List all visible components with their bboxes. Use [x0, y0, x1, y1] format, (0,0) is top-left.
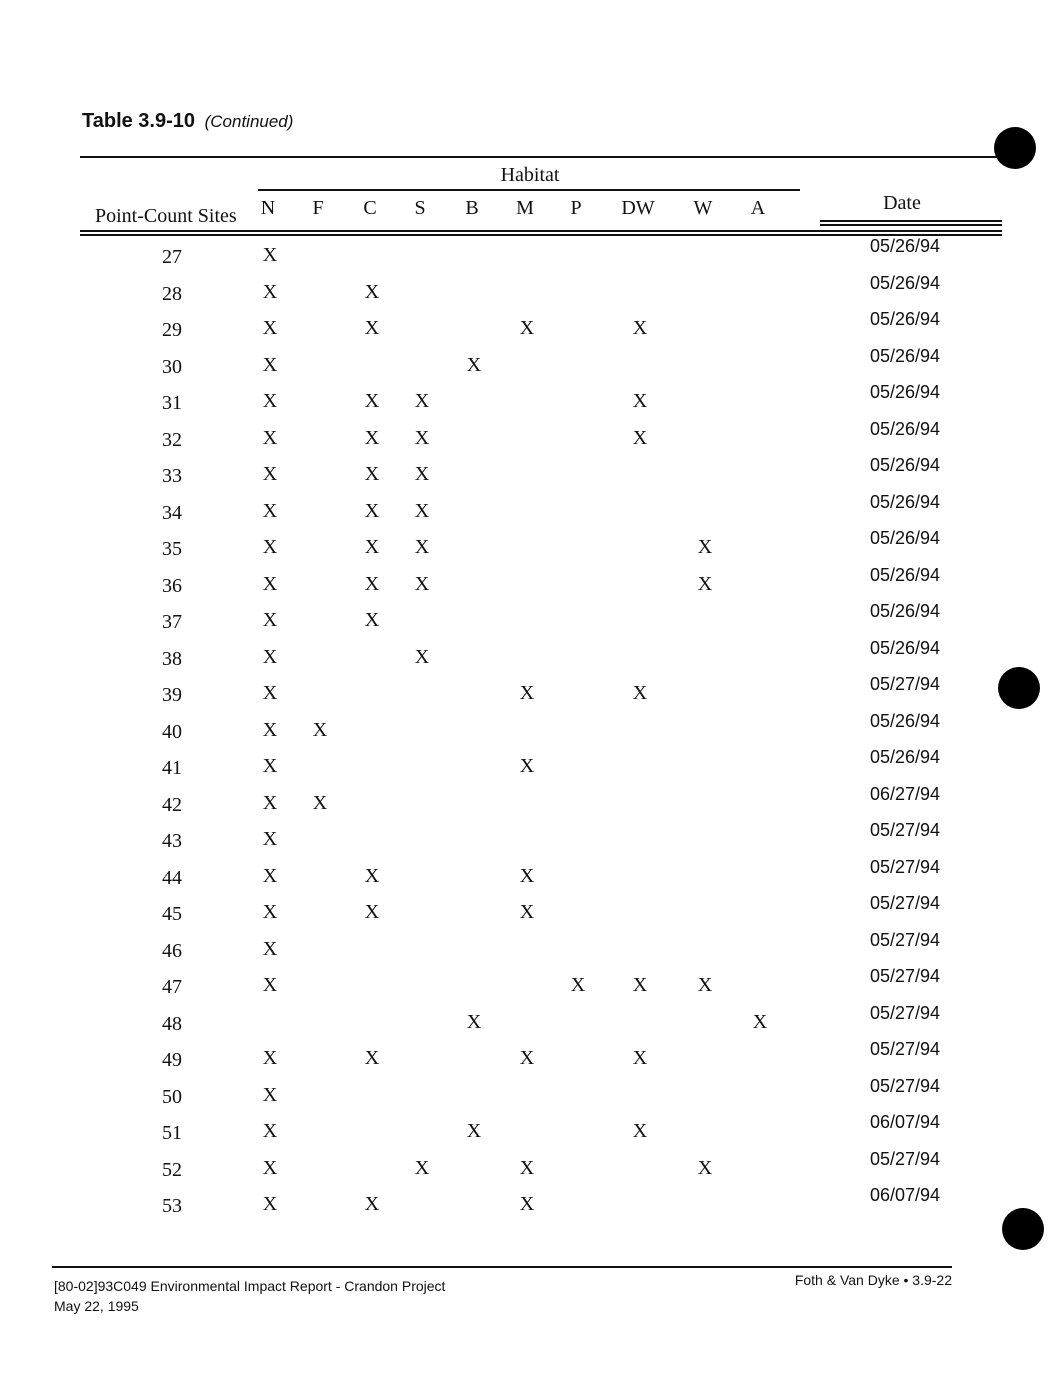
footer-right: Foth & Van Dyke • 3.9-22	[794, 1272, 952, 1288]
table-row	[0, 309, 1058, 349]
habitat-mark-s: X	[414, 536, 430, 558]
habitat-mark-n: X	[262, 1083, 278, 1106]
habitat-mark-c: X	[364, 499, 380, 522]
site-number: 50	[162, 1085, 182, 1108]
survey-date: 05/26/94	[869, 637, 941, 658]
habitat-mark-n: X	[262, 317, 278, 339]
site-number: 51	[162, 1122, 182, 1144]
habitat-mark-w: X	[697, 536, 713, 558]
survey-date: 05/26/94	[869, 710, 941, 731]
date-header-rule	[820, 220, 1002, 222]
habitat-mark-n: X	[262, 864, 278, 887]
survey-date: 05/27/94	[869, 1002, 941, 1023]
table-row	[0, 1075, 1058, 1116]
header-rule	[80, 230, 1002, 232]
site-number: 27	[162, 246, 182, 268]
survey-date: 05/26/94	[869, 272, 941, 293]
table-row	[0, 1002, 1058, 1043]
habitat-mark-s: X	[414, 645, 430, 668]
habitat-mark-m: X	[519, 1156, 535, 1179]
table-row	[0, 966, 1058, 1006]
habitat-mark-n: X	[262, 463, 278, 485]
habitat-mark-c: X	[364, 1047, 380, 1069]
survey-date: 05/27/94	[869, 966, 941, 986]
habitat-column-dw: DW	[621, 197, 655, 219]
habitat-column-w: W	[693, 197, 713, 219]
habitat-mark-dw: X	[632, 682, 648, 704]
site-number: 48	[162, 1012, 182, 1035]
survey-date: 05/27/94	[869, 856, 941, 877]
habitat-mark-dw: X	[632, 317, 648, 339]
habitat-mark-dw: X	[632, 426, 648, 449]
site-number: 40	[162, 720, 182, 743]
habitat-column-a: A	[750, 197, 766, 219]
site-number: 31	[162, 392, 182, 414]
table-row	[0, 820, 1058, 860]
habitat-mark-m: X	[519, 682, 535, 704]
survey-date: 05/27/94	[869, 893, 941, 913]
survey-date: 05/26/94	[869, 418, 941, 439]
table-row	[0, 528, 1058, 568]
site-column-header: Point-Count Sites	[95, 205, 237, 227]
table-row	[0, 783, 1058, 824]
habitat-mark-s: X	[414, 499, 430, 522]
table-row	[0, 747, 1058, 787]
survey-date: 05/26/94	[869, 601, 941, 621]
survey-date: 05/26/94	[869, 345, 941, 366]
site-number: 46	[162, 939, 182, 962]
habitat-column-s: S	[414, 197, 426, 219]
habitat-mark-w: X	[697, 1156, 713, 1179]
habitat-mark-dw: X	[632, 974, 648, 996]
site-number: 42	[162, 793, 182, 816]
table-row	[0, 491, 1058, 532]
site-number: 29	[162, 319, 182, 341]
habitat-mark-s: X	[414, 1156, 430, 1179]
habitat-column-c: C	[363, 197, 377, 219]
habitat-column-f: F	[312, 197, 324, 219]
habitat-mark-n: X	[262, 1193, 278, 1215]
habitat-mark-n: X	[262, 390, 278, 412]
footer-rule	[52, 1266, 952, 1268]
survey-date: 05/27/94	[869, 1075, 941, 1096]
habitat-mark-n: X	[262, 1120, 278, 1142]
habitat-mark-a: X	[752, 1010, 768, 1033]
habitat-mark-s: X	[414, 572, 430, 595]
table-row	[0, 1185, 1058, 1225]
habitat-mark-b: X	[466, 1120, 482, 1142]
table-row	[0, 674, 1058, 714]
habitat-mark-b: X	[466, 353, 482, 376]
table-row	[0, 1112, 1058, 1152]
site-number: 52	[162, 1158, 182, 1181]
site-number: 39	[162, 684, 182, 706]
survey-date: 05/26/94	[869, 564, 941, 585]
habitat-mark-c: X	[364, 280, 380, 303]
habitat-mark-c: X	[364, 609, 380, 631]
table-title-text: Table 3.9-10	[82, 110, 196, 132]
habitat-rule	[258, 189, 800, 191]
table-row	[0, 564, 1058, 605]
survey-date: 05/26/94	[869, 455, 941, 475]
habitat-mark-dw: X	[632, 390, 648, 412]
table-row	[0, 710, 1058, 751]
habitat-header: Habitat	[500, 164, 560, 186]
survey-date: 06/07/94	[869, 1185, 941, 1205]
habitat-mark-n: X	[262, 1156, 278, 1179]
habitat-mark-n: X	[262, 499, 278, 522]
habitat-column-p: P	[570, 197, 582, 219]
table-row	[0, 637, 1058, 678]
survey-date: 05/27/94	[869, 1148, 941, 1169]
habitat-mark-w: X	[697, 572, 713, 595]
survey-date: 05/26/94	[869, 491, 941, 512]
table-row	[0, 929, 1058, 970]
habitat-mark-f: X	[312, 718, 328, 741]
habitat-mark-dw: X	[632, 1047, 648, 1069]
habitat-mark-p: X	[570, 974, 586, 996]
habitat-mark-c: X	[364, 864, 380, 887]
habitat-column-b: B	[465, 197, 479, 219]
table-subtitle: (Continued)	[204, 112, 294, 131]
table-row	[0, 1039, 1058, 1079]
site-number: 36	[162, 574, 182, 597]
site-number: 37	[162, 611, 182, 633]
survey-date: 06/07/94	[869, 1112, 941, 1132]
habitat-mark-c: X	[364, 426, 380, 449]
punch-hole	[994, 127, 1036, 169]
habitat-column-n: N	[260, 197, 276, 219]
footer-doc-id: [80-02]93C049 Environmental Impact Report - Crandon Project	[54, 1278, 446, 1294]
habitat-mark-n: X	[262, 828, 278, 850]
survey-date: 06/27/94	[869, 783, 941, 804]
table-row	[0, 601, 1058, 641]
survey-date: 05/27/94	[869, 820, 941, 840]
table-row	[0, 1148, 1058, 1189]
habitat-mark-c: X	[364, 463, 380, 485]
habitat-mark-m: X	[519, 1047, 535, 1069]
table-title	[82, 110, 293, 133]
habitat-mark-c: X	[364, 390, 380, 412]
habitat-mark-n: X	[262, 353, 278, 376]
habitat-mark-n: X	[262, 901, 278, 923]
habitat-mark-c: X	[364, 536, 380, 558]
table-row	[0, 382, 1058, 422]
table-row	[0, 272, 1058, 313]
habitat-mark-s: X	[414, 390, 430, 412]
habitat-mark-w: X	[697, 974, 713, 996]
table-row	[0, 418, 1058, 459]
survey-date: 05/27/94	[869, 929, 941, 950]
habitat-mark-m: X	[519, 864, 535, 887]
habitat-mark-n: X	[262, 244, 278, 266]
habitat-mark-n: X	[262, 280, 278, 303]
site-number: 45	[162, 903, 182, 925]
site-number: 43	[162, 830, 182, 852]
footer-left	[54, 1276, 445, 1316]
habitat-mark-n: X	[262, 1047, 278, 1069]
site-number: 38	[162, 647, 182, 670]
habitat-column-m: M	[516, 197, 534, 219]
date-header-rule	[820, 224, 1002, 226]
table-row	[0, 345, 1058, 386]
habitat-mark-c: X	[364, 317, 380, 339]
habitat-mark-s: X	[414, 463, 430, 485]
habitat-mark-dw: X	[632, 1120, 648, 1142]
survey-date: 05/27/94	[869, 1039, 941, 1059]
table-row	[0, 455, 1058, 495]
habitat-mark-s: X	[414, 426, 430, 449]
survey-date: 05/26/94	[869, 747, 941, 767]
survey-date: 05/27/94	[869, 674, 941, 694]
site-number: 49	[162, 1049, 182, 1071]
habitat-mark-n: X	[262, 791, 278, 814]
footer-date: May 22, 1995	[54, 1298, 139, 1314]
habitat-mark-c: X	[364, 901, 380, 923]
habitat-mark-n: X	[262, 974, 278, 996]
habitat-mark-m: X	[519, 317, 535, 339]
site-number: 33	[162, 465, 182, 487]
habitat-mark-n: X	[262, 609, 278, 631]
habitat-mark-f: X	[312, 791, 328, 814]
site-number: 28	[162, 282, 182, 305]
site-number: 34	[162, 501, 182, 524]
table-row	[0, 856, 1058, 897]
site-number: 32	[162, 428, 182, 451]
site-number: 53	[162, 1195, 182, 1217]
habitat-mark-n: X	[262, 572, 278, 595]
habitat-mark-n: X	[262, 937, 278, 960]
habitat-mark-m: X	[519, 755, 535, 777]
habitat-mark-n: X	[262, 645, 278, 668]
site-number: 35	[162, 538, 182, 560]
habitat-mark-n: X	[262, 682, 278, 704]
site-number: 41	[162, 757, 182, 779]
survey-date: 05/26/94	[869, 528, 941, 548]
habitat-mark-n: X	[262, 426, 278, 449]
site-number: 47	[162, 976, 182, 998]
date-column-header: Date	[883, 192, 921, 214]
habitat-mark-c: X	[364, 572, 380, 595]
top-rule	[80, 156, 1010, 158]
survey-date: 05/26/94	[869, 236, 941, 256]
site-number: 44	[162, 866, 182, 889]
table-row	[0, 893, 1058, 933]
habitat-mark-c: X	[364, 1193, 380, 1215]
habitat-mark-b: X	[466, 1010, 482, 1033]
site-number: 30	[162, 355, 182, 378]
habitat-mark-n: X	[262, 536, 278, 558]
table-row	[0, 236, 1058, 276]
survey-date: 05/26/94	[869, 309, 941, 329]
habitat-mark-m: X	[519, 901, 535, 923]
habitat-mark-m: X	[519, 1193, 535, 1215]
habitat-mark-n: X	[262, 718, 278, 741]
habitat-mark-n: X	[262, 755, 278, 777]
survey-date: 05/26/94	[869, 382, 941, 402]
